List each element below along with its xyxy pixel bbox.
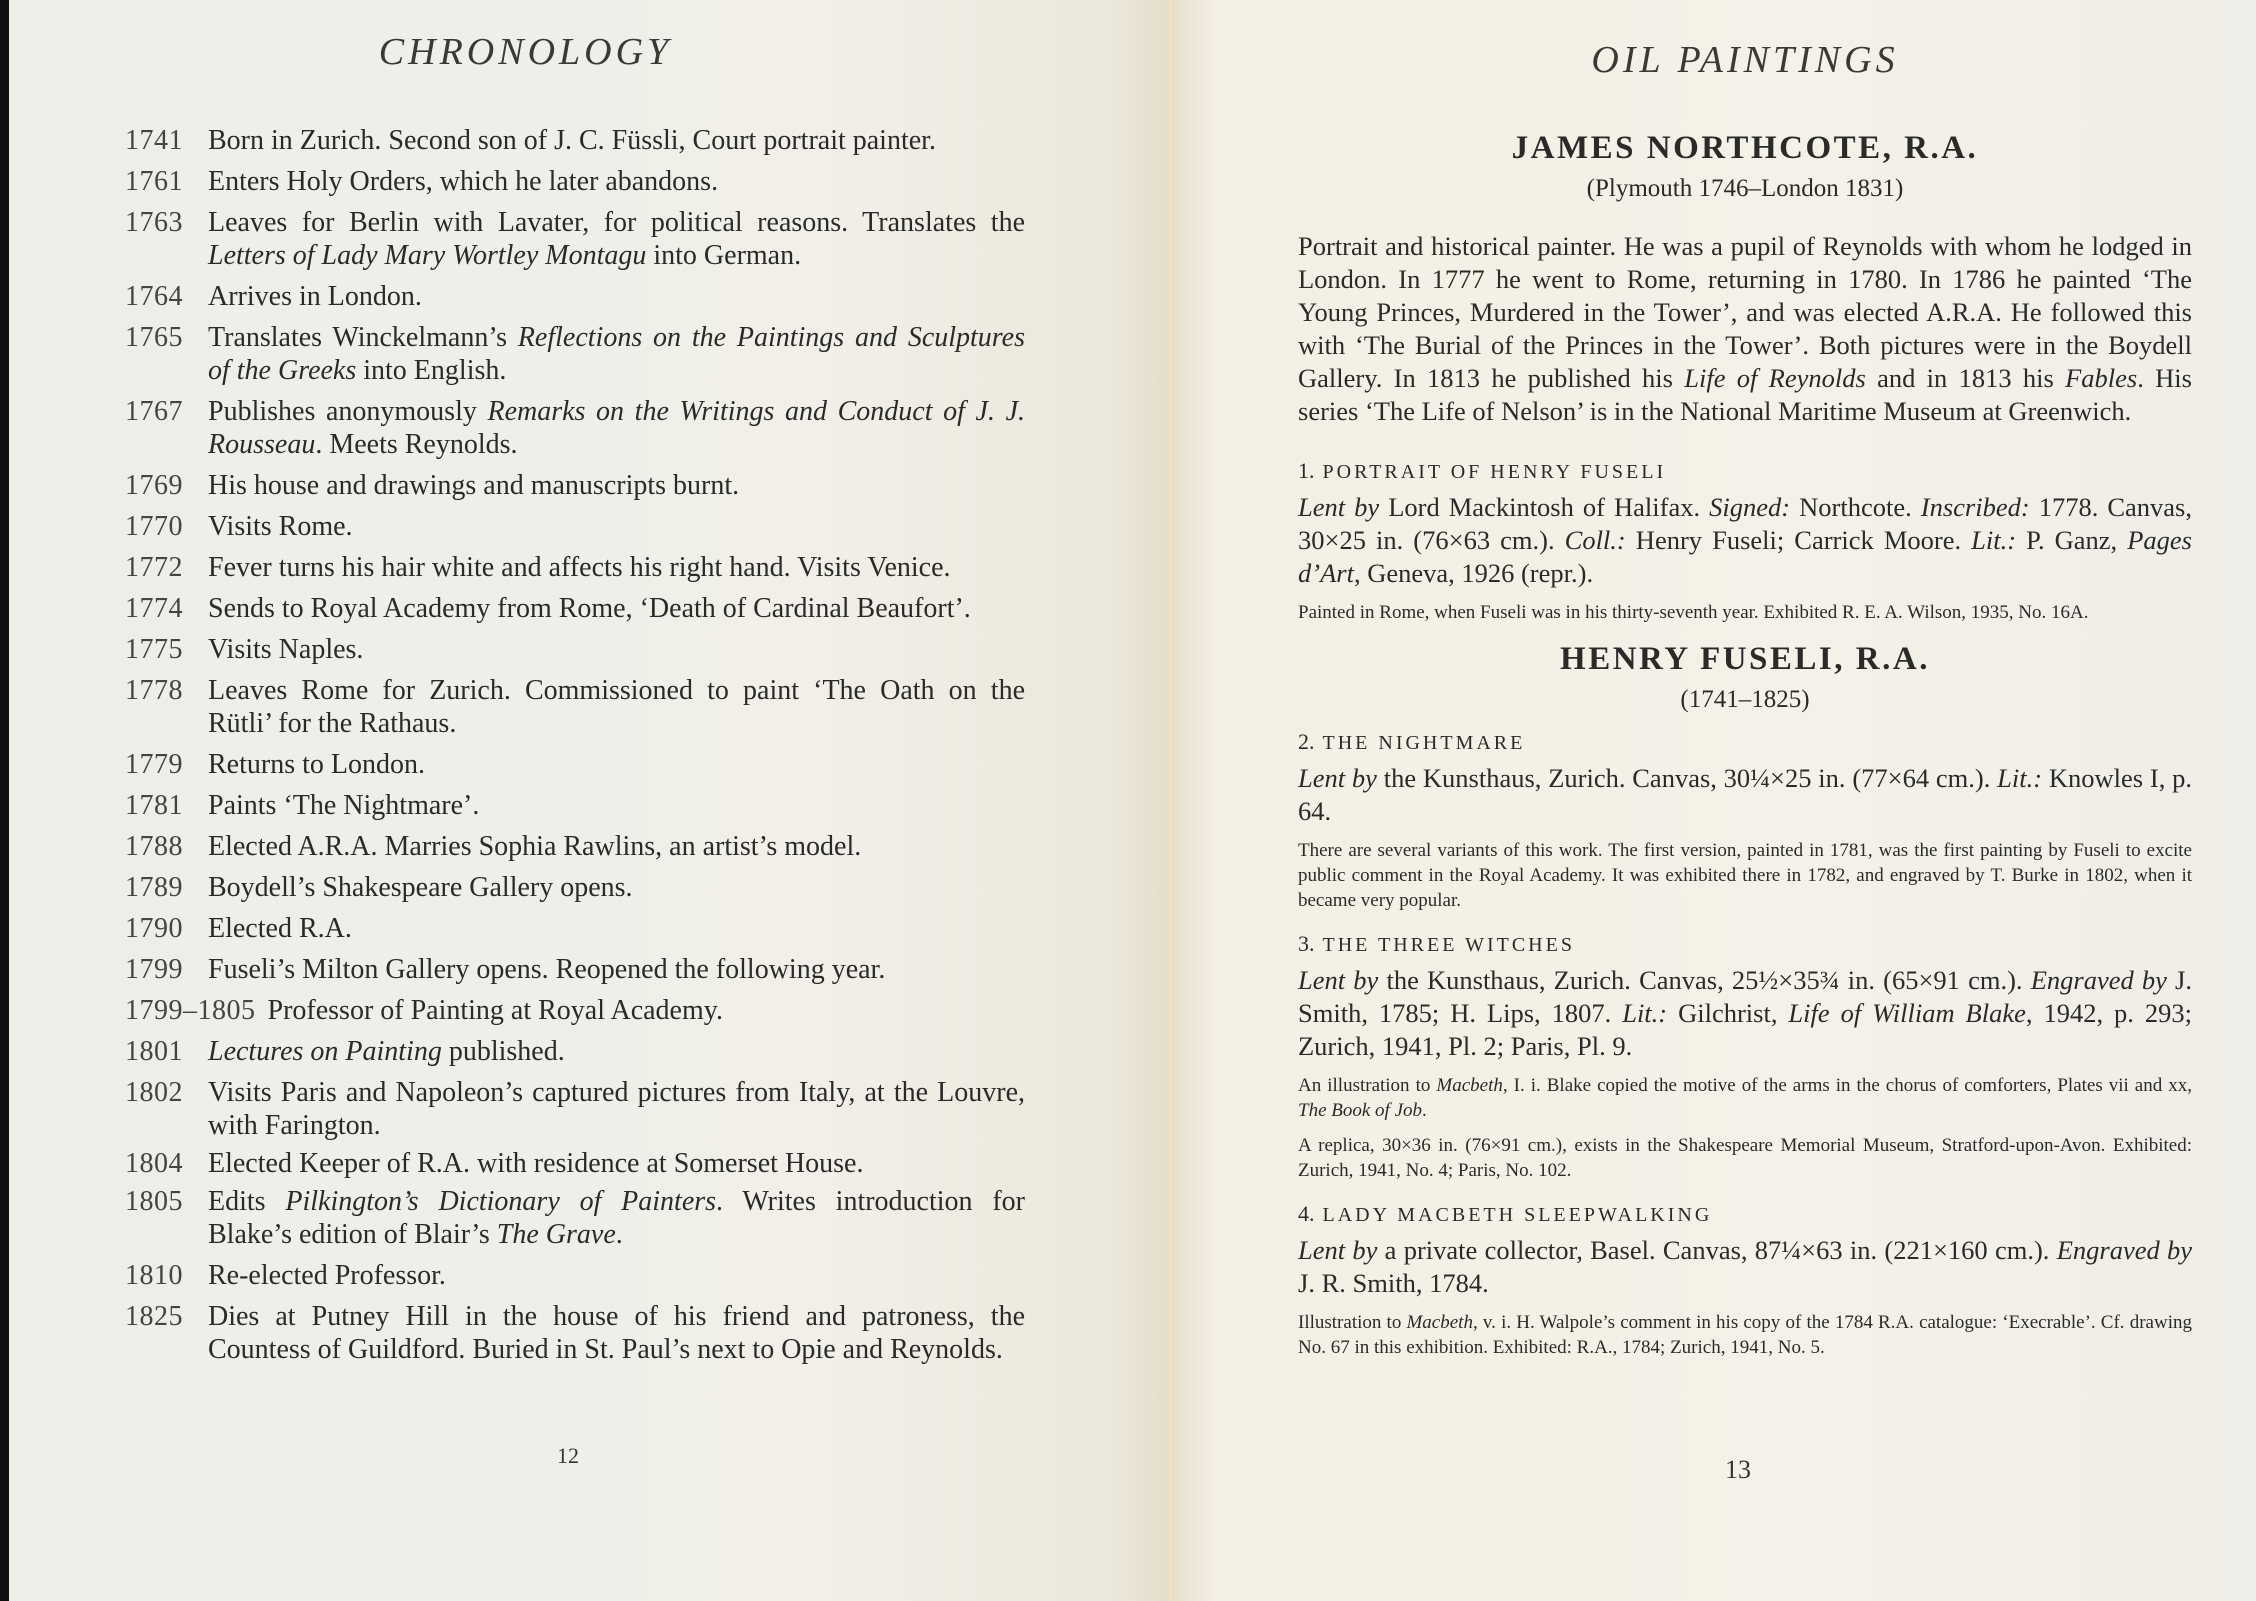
catalogue-column bbox=[1298, 128, 2192, 1378]
italic-text: Letters of Lady Mary Wortley Montagu bbox=[208, 240, 647, 271]
entry-text: Fuseli’s Milton Gallery opens. Reopened the following year. bbox=[208, 954, 886, 985]
text-run: J. Smith, 1785; H. Lips, 1807. bbox=[1298, 965, 2192, 1028]
chronology-entry bbox=[125, 1185, 1025, 1251]
text-run: , Geneva, 1926 (repr.). bbox=[1353, 558, 1594, 588]
entry-year: 1778 bbox=[125, 675, 183, 706]
chronology-entry bbox=[125, 510, 1025, 543]
entry-text bbox=[208, 1035, 1025, 1068]
item-title-text: PORTRAIT OF HENRY FUSELI bbox=[1322, 461, 1667, 483]
artist-heading: JAMES NORTHCOTE, R.A. bbox=[1511, 130, 1979, 166]
entry-text: Elected A.R.A. Marries Sophia Rawlins, an artist’s model. bbox=[208, 831, 862, 862]
entry-year: 1769 bbox=[125, 470, 183, 501]
chronology-entry bbox=[125, 1147, 1025, 1180]
italic-text: Inscribed: bbox=[1920, 492, 2030, 522]
entry-year: 1825 bbox=[125, 1301, 183, 1332]
entry-text: Enters Holy Orders, which he later abandons. bbox=[208, 166, 719, 197]
entry-year: 1767 bbox=[125, 396, 183, 427]
item-details bbox=[1298, 1234, 2192, 1300]
entry-year: 1801 bbox=[125, 1036, 183, 1067]
text-run: into English. bbox=[356, 355, 507, 386]
page-number-left: 12 bbox=[557, 1443, 579, 1468]
entry-year: 1772 bbox=[125, 552, 183, 583]
item-title bbox=[1298, 931, 2192, 958]
italic-text: Lectures on Painting bbox=[208, 1036, 442, 1067]
item-details bbox=[1298, 491, 2192, 590]
entry-year: 1765 bbox=[125, 322, 183, 353]
text-run: Lord Mackintosh of Halifax. bbox=[1379, 492, 1710, 522]
entry-text: Sends to Royal Academy from Rome, ‘Death of Cardinal Beaufort’. bbox=[208, 593, 971, 624]
text-run: Knowles I, p. 64. bbox=[1298, 763, 2193, 826]
entry-year: 1805 bbox=[125, 1186, 183, 1217]
chronology-entry bbox=[125, 1076, 1025, 1142]
italic-text: Lit.: bbox=[1997, 763, 2043, 793]
catalogue-item bbox=[1298, 1201, 2192, 1360]
entry-year: 1788 bbox=[125, 831, 183, 862]
item-number: 3. bbox=[1298, 931, 1315, 956]
chronology-entry bbox=[125, 551, 1025, 584]
entry-text: Fever turns his hair white and affects his right hand. Visits Venice. bbox=[208, 552, 951, 583]
entry-text: Arrives in London. bbox=[208, 281, 422, 312]
item-note: Painted in Rome, when Fuseli was in his thirty-seventh year. Exhibited R. E. A. Wilson, 1935, No. 16A. bbox=[1298, 602, 2089, 623]
item-details bbox=[1298, 964, 2192, 1063]
artist-heading: HENRY FUSELI, R.A. bbox=[1560, 641, 1930, 677]
entry-year: 1799 bbox=[125, 954, 183, 985]
item-title-text: LADY MACBETH SLEEPWALKING bbox=[1322, 1204, 1713, 1226]
italic-text: Lent by bbox=[1298, 763, 1377, 793]
entry-year: 1770 bbox=[125, 511, 183, 542]
item-note bbox=[1298, 1073, 2192, 1123]
text-run: published. bbox=[441, 1036, 565, 1067]
entry-year: 1802 bbox=[125, 1077, 183, 1108]
text-run: J. R. Smith, 1784. bbox=[1298, 1268, 1489, 1298]
entry-text: Visits Paris and Napoleon’s captured pictures from Italy, at the Louvre, with Farington. bbox=[208, 1077, 1025, 1141]
entry-year: 1799–1805 bbox=[125, 995, 256, 1026]
entry-text: Visits Naples. bbox=[208, 634, 364, 665]
entry-text bbox=[208, 1185, 1025, 1251]
italic-text: Engraved by bbox=[2056, 1235, 2192, 1265]
chronology-entry bbox=[125, 321, 1025, 387]
italic-text: Reflections on the Paintings and Sculptures of the Greeks bbox=[208, 322, 1025, 386]
catalogue-item bbox=[1298, 458, 2192, 625]
text-run: Northcote. bbox=[1790, 492, 1921, 522]
italic-text: Lent by bbox=[1298, 965, 1379, 995]
text-run: Henry Fuseli; Carrick Moore. bbox=[1625, 525, 1972, 555]
entry-text: His house and drawings and manuscripts burnt. bbox=[208, 470, 740, 501]
entry-year: 1763 bbox=[125, 207, 183, 238]
entry-year: 1790 bbox=[125, 913, 183, 944]
chronology-entry bbox=[125, 871, 1025, 904]
text-run: Leaves for Berlin with Lavater, for political reasons. Translates the bbox=[208, 207, 1025, 238]
italic-text: The Book of Job bbox=[1298, 1100, 1423, 1121]
italic-text: Fables bbox=[2065, 363, 2138, 393]
text-run: P. Ganz, bbox=[2016, 525, 2128, 555]
entry-text: Visits Rome. bbox=[208, 511, 353, 542]
entry-year: 1764 bbox=[125, 281, 183, 312]
entry-year: 1741 bbox=[125, 125, 183, 156]
italic-text: Pages d’Art bbox=[1298, 525, 2192, 588]
italic-text: Engraved by bbox=[2030, 965, 2167, 995]
chronology-entry bbox=[125, 674, 1025, 740]
chronology-entry bbox=[125, 165, 1025, 198]
entry-year: 1779 bbox=[125, 749, 183, 780]
entry-year: 1775 bbox=[125, 634, 183, 665]
entry-year: 1761 bbox=[125, 166, 183, 197]
running-head-text: CHRONOLOGY bbox=[378, 31, 673, 73]
chronology-entry bbox=[125, 748, 1025, 781]
text-run: An illustration to bbox=[1298, 1075, 1437, 1096]
italic-text: Lit.: bbox=[1971, 525, 2017, 555]
page-number-right: 13 bbox=[1725, 1455, 1751, 1484]
italic-text: Macbeth bbox=[1436, 1075, 1503, 1096]
entry-text: Re-elected Professor. bbox=[208, 1260, 446, 1291]
entry-year: 1810 bbox=[125, 1260, 183, 1291]
entry-text: Paints ‘The Nightmare’. bbox=[208, 790, 480, 821]
text-run: the Kunsthaus, Zurich. Canvas, 30¼×25 in. (77×64 cm.). bbox=[1376, 763, 1998, 793]
item-title-text: THE NIGHTMARE bbox=[1322, 732, 1526, 754]
text-run: . Writes introduction for Blake’s edition of Blair’s bbox=[208, 1186, 1026, 1250]
entry-text: Leaves Rome for Zurich. Commissioned to paint ‘The Oath on the Rütli’ for the Rathaus. bbox=[208, 675, 1025, 739]
item-title bbox=[1298, 458, 2192, 485]
item-note bbox=[1298, 1310, 2192, 1360]
entry-year: 1804 bbox=[125, 1148, 183, 1179]
entry-text bbox=[208, 321, 1025, 387]
entry-text: Professor of Painting at Royal Academy. bbox=[267, 995, 723, 1026]
text-run: . Meets Reynolds. bbox=[315, 429, 518, 460]
italic-text: Life of Reynolds bbox=[1684, 363, 1866, 393]
item-number: 1. bbox=[1298, 458, 1315, 483]
entry-text: Returns to London. bbox=[208, 749, 425, 780]
text-run: , 1942, p. 293; Zurich, 1941, Pl. 2; Paris, Pl. 9. bbox=[1298, 998, 2192, 1061]
scan-edge bbox=[0, 0, 9, 1601]
catalogue-item bbox=[1298, 729, 2192, 913]
entry-year: 1781 bbox=[125, 790, 183, 821]
entry-text: Elected Keeper of R.A. with residence at Somerset House. bbox=[208, 1148, 864, 1179]
book-gutter bbox=[1166, 0, 1174, 1601]
item-title bbox=[1298, 729, 2192, 756]
text-run: Edits bbox=[208, 1186, 286, 1217]
text-run: 1778. Canvas, 30×25 in. (76×63 cm.). bbox=[1298, 492, 2192, 555]
italic-text: Lit.: bbox=[1622, 998, 1668, 1028]
text-run: into German. bbox=[646, 240, 802, 271]
item-note bbox=[1298, 1133, 2192, 1183]
chronology-list bbox=[125, 124, 1025, 1374]
italic-text: Signed: bbox=[1709, 492, 1791, 522]
italic-text: Pilkington’s Dictionary of Painters bbox=[285, 1186, 717, 1217]
chronology-entry bbox=[125, 953, 1025, 986]
entry-text: Elected R.A. bbox=[208, 913, 352, 944]
text-run: A replica, 30×36 in. (76×91 cm.), exists in the Shakespeare Memorial Museum, Stratford-upon-Avon. Exhibited: Zurich, 1941, No. 4; Paris, No. 102. bbox=[1298, 1135, 2192, 1181]
text-run: Portrait and historical painter. He was a pupil of Reynolds with whom he lodged in London. In 1777 he went to Rome, returning in 1780. In 1786 he painted ‘The Young Princes, Murdered in the Tower’, and was elected A.R.A. He followed this with ‘The Burial of the Princes in the Tower’. Both pictures were in the Boydell Gallery. In 1813 he published his bbox=[1298, 231, 2192, 393]
chronology-entry bbox=[125, 124, 1025, 157]
text-run: . bbox=[1422, 1100, 1427, 1121]
text-run: and in 1813 his bbox=[1865, 363, 2066, 393]
text-run: Gilchrist, bbox=[1667, 998, 1789, 1028]
chronology-entry bbox=[125, 912, 1025, 945]
text-run: . His series ‘The Life of Nelson’ is in the National Maritime Museum at Greenwich. bbox=[1298, 363, 2192, 426]
chronology-entry bbox=[125, 206, 1025, 272]
chronology-entry bbox=[125, 1259, 1025, 1292]
italic-text: Lent by bbox=[1298, 1235, 1378, 1265]
artist-dates: (1741–1825) bbox=[1680, 686, 1810, 713]
item-number: 4. bbox=[1298, 1201, 1315, 1226]
italic-text: Lent by bbox=[1298, 492, 1380, 522]
entry-year: 1789 bbox=[125, 872, 183, 903]
italic-text: The Grave bbox=[496, 1219, 616, 1250]
text-run: , v. i. H. Walpole’s comment in his copy of the 1784 R.A. catalogue: ‘Execrable’. Cf. drawing No. 67 in this exhibition. Exhibited: R.A., 1784; Zurich, 1941, No. 5. bbox=[1298, 1312, 2192, 1358]
item-number: 2. bbox=[1298, 729, 1315, 754]
chronology-entry bbox=[125, 395, 1025, 461]
chronology-entry bbox=[125, 830, 1025, 863]
catalogue-item bbox=[1298, 931, 2192, 1183]
chronology-entry bbox=[125, 280, 1025, 313]
chronology-entry bbox=[125, 994, 1025, 1027]
text-run: the Kunsthaus, Zurich. Canvas, 25½×35¾ in. (65×91 cm.). bbox=[1378, 965, 2031, 995]
chronology-entry bbox=[125, 789, 1025, 822]
italic-text: Coll.: bbox=[1564, 525, 1626, 555]
artist-biography bbox=[1298, 230, 2192, 428]
chronology-entry bbox=[125, 1300, 1025, 1366]
entry-text: Born in Zurich. Second son of J. C. Füssli, Court portrait painter. bbox=[208, 125, 936, 156]
italic-text: Macbeth bbox=[1406, 1312, 1473, 1333]
text-run: Publishes anonymously bbox=[208, 396, 488, 427]
entry-text bbox=[208, 206, 1025, 272]
text-run: . bbox=[615, 1219, 623, 1250]
chronology-entry bbox=[125, 592, 1025, 625]
chronology-entry bbox=[125, 1035, 1025, 1068]
entry-text: Boydell’s Shakespeare Gallery opens. bbox=[208, 872, 633, 903]
italic-text: Life of William Blake bbox=[1788, 998, 2026, 1028]
item-details bbox=[1298, 762, 2192, 828]
item-note: There are several variants of this work. The first version, painted in 1781, was the first painting by Fuseli to excite public comment in the Royal Academy. It was exhibited there in 1782, and engraved by T. Burke in 1802, when it became very popular. bbox=[1298, 840, 2192, 911]
artist-dates: (Plymouth 1746–London 1831) bbox=[1586, 175, 1904, 202]
text-run: , I. i. Blake copied the motive of the arms in the chorus of comforters, Plates vii and xx, bbox=[1502, 1075, 2193, 1096]
entry-text: Dies at Putney Hill in the house of his friend and patroness, the Countess of Guildford. Buried in St. Paul’s next to Opie and Reynolds. bbox=[208, 1301, 1025, 1365]
chronology-entry bbox=[125, 469, 1025, 502]
text-run: a private collector, Basel. Canvas, 87¼×63 in. (221×160 cm.). bbox=[1377, 1235, 2057, 1265]
entry-text bbox=[208, 395, 1025, 461]
running-head-chronology bbox=[9, 30, 1172, 74]
running-head-oil-paintings: OIL PAINTINGS bbox=[1591, 39, 1899, 81]
text-run: Translates Winckelmann’s bbox=[208, 322, 518, 353]
item-title-text: THE THREE WITCHES bbox=[1322, 934, 1575, 956]
item-title bbox=[1298, 1201, 2192, 1228]
text-run: Illustration to bbox=[1298, 1312, 1407, 1333]
chronology-entry bbox=[125, 633, 1025, 666]
italic-text: Remarks on the Writings and Conduct of J. J. Rousseau bbox=[208, 396, 1026, 460]
entry-year: 1774 bbox=[125, 593, 183, 624]
